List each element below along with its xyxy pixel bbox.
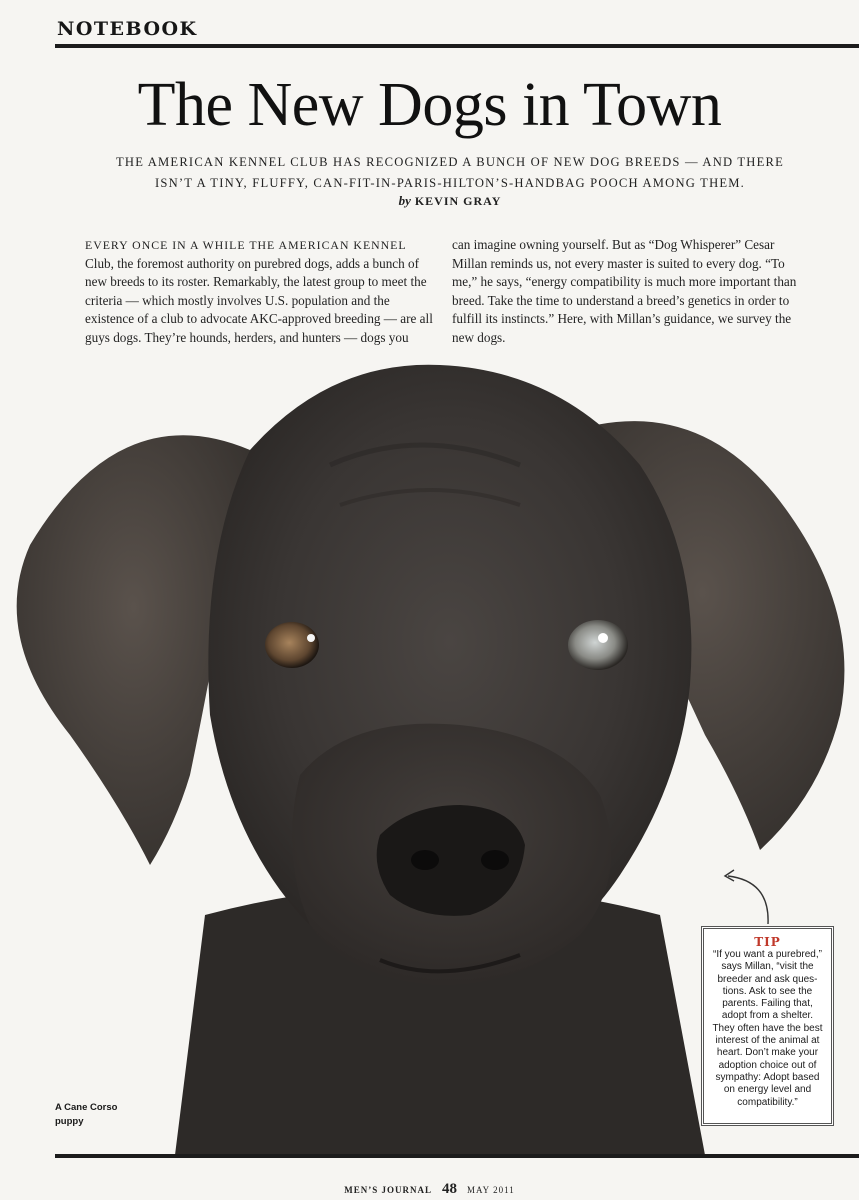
byline — [0, 193, 859, 209]
photo-caption — [55, 1101, 145, 1129]
caption-line-1: A Cane Corso — [55, 1102, 118, 1113]
body-column-left — [85, 236, 435, 347]
body-left-text: Club, the foremost authority on purebred dogs, adds a bunch of new breeds to its roster. Remarkably, the latest group to meet the criteria — which mostly involves U.S. population and the existence of a club to advocate AKC-approved breeding — are all guys dogs. They’re hounds, herders, and hunters — dogs you — [85, 255, 433, 345]
body-column-right: can imagine owning yourself. But as “Dog Whisperer” Cesar Millan reminds us, not every master is suited to every dog. “To me,” he says, “energy compatibility is much more important than breed. Take the time to understand a breed’s genetics in order to fulfill its instincts.” Here, with Millan’s guidance, we survey the new dogs. — [452, 237, 797, 345]
tip-text: “If you want a purebred,” says Millan, “visit the breeder and ask ques-tions. Ask to see the parents. Failing that, adopt from a shelter. They often have the best interest of the animal at heart. Don’t make your adoption choice out of sympathy: Adopt based on energy level and compatibility.” — [712, 949, 823, 1108]
byline-prefix: by — [398, 193, 411, 208]
tip-title: TIP — [754, 935, 781, 949]
page-footer — [0, 1180, 859, 1198]
deck-line-1: THE AMERICAN KENNEL CLUB HAS RECOGNIZED A BUNCH OF NEW DOG BREEDS — AND THERE — [116, 155, 784, 169]
magazine-name: MEN’S JOURNAL — [344, 1185, 432, 1195]
curved-arrow-icon — [720, 866, 780, 926]
issue-date: MAY 2011 — [467, 1185, 515, 1195]
tip-box — [701, 926, 834, 1126]
byline-author: KEVIN GRAY — [414, 194, 502, 208]
bottom-rule — [55, 1154, 859, 1158]
top-rule — [55, 44, 859, 48]
deck-line-2: ISN’T A TINY, FLUFFY, CAN-FIT-IN-PARIS-HILTON’S-HANDBAG POOCH AMONG THEM. — [154, 176, 746, 190]
body-lead-in: EVERY ONCE IN A WHILE THE AMERICAN KENNEL — [85, 238, 407, 252]
section-label: NOTEBOOK — [57, 18, 198, 40]
page-number: 48 — [442, 1181, 457, 1197]
caption-line-2: puppy — [55, 1116, 84, 1127]
article-title: The New Dogs in Town — [137, 71, 722, 139]
article-deck — [100, 152, 800, 194]
